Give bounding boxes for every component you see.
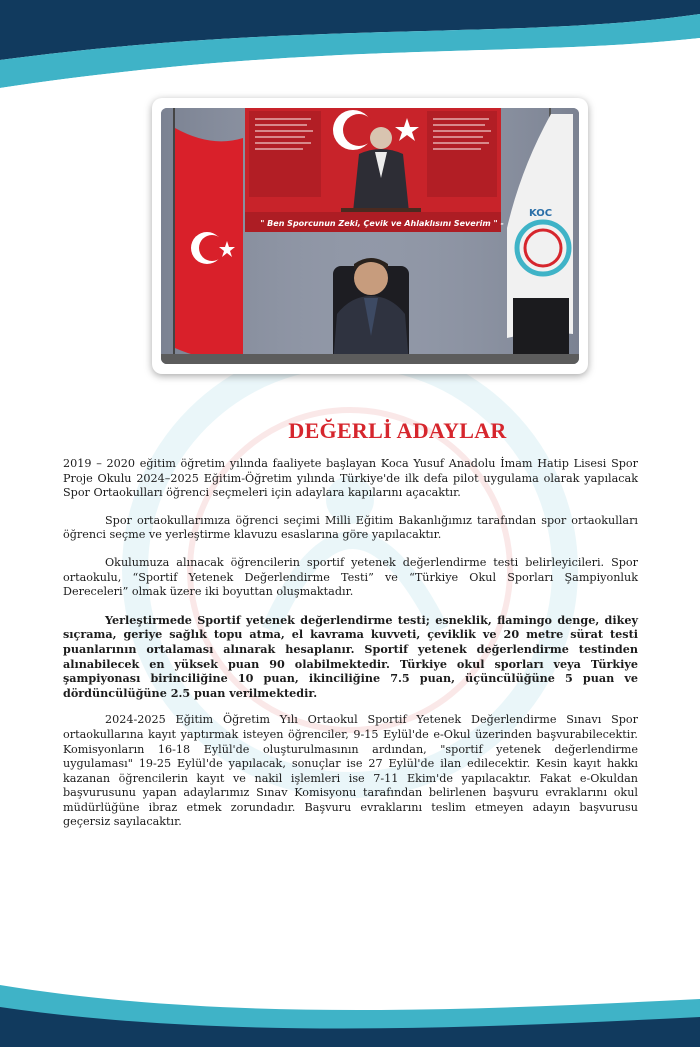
paragraph-schedule: 2024-2025 Eğitim Öğretim Yılı Ortaokul Sportif Yetenek Değerlendirme Sınavı Spor ortaokullarına kayıt yaptırmak isteyen öğrenciler, 9-15 Eylül'de e-Okul üzerinden başvurabilecektir. Komisyonların 16-18 Eylül'de oluşturulmasının ardından, "sportif yetenek değerlendirme uygulaması" 19-25 Eylül'de yapılacak, sonuçlar ise 27 Eylül'de ilan edilecektir. Kesin kayıt hakkı kazanan öğrencilerin kayıt ve nakil işlemleri ise 7-11 Ekim'de yapılacaktır. Fakat e-Okuldan başvurusunu yapan adaylarımız Sınav Komisyonu tarafından belirlenen başvuru evraklarını okul müdürlüğüne ibraz etmek zorundadır. Başvuru evraklarını teslim etmeyen adayın başvurusu geçersiz sayılacaktır. <box>63 713 638 829</box>
banner-quote: " Ben Sporcunun Zeki, Çevik ve Ahlaklısını Severim " - <box>260 219 504 228</box>
page-heading: DEĞERLİ ADAYLAR <box>288 418 507 443</box>
principal-photo <box>161 108 579 364</box>
paragraph-scoring: Yerleştirmede Sportif yetenek değerlendirme testi; esneklik, flamingo denge, dikey sıçrama, geriye sağlık topu atma, el kavrama kuvveti, çeviklik ve 20 metre sürat testi puanlarının ortalaması alınarak hesaplanır. Sportif yetenek değerlendirme testinden alınabilecek en yüksek puan 90 olabilmektedir. Türkiye okul sporları veya Türkiye şampiyonası birinciliğine 10 puan, ikinciliğine 7.5 puan, üçüncülüğüne 5 puan ve dördüncülüğüne 2.5 puan verilmektedir. <box>63 612 638 700</box>
paragraph-intro: 2019 – 2020 eğitim öğretim yılında faaliyete başlayan Koca Yusuf Anadolu İmam Hatip Lisesi Spor Proje Okulu 2024–2025 Eğitim-Öğretim yılında Türkiye'de ilk defa pilot uygulama olarak yapılacak Spor Ortaokulları öğrenci seçmeleri için adaylara kapılarını açacaktır. <box>63 457 638 500</box>
flag-text: KOC <box>529 208 553 219</box>
top-wave-decoration <box>0 0 700 110</box>
principal-photo-frame <box>152 98 588 374</box>
paragraph-test-dimensions: Okulumuza alınacak öğrencilerin sportif yetenek değerlendirme testi belirleyicileri. Spor ortaokulu, “Sportif Yetenek Değerlendirme Testi” ve “Türkiye Okul Sporları Şampiyonluk Dereceleri” olmak üzere iki boyuttan oluşmaktadır. <box>63 555 638 599</box>
paragraph-selection: Spor ortaokullarımıza öğrenci seçimi Milli Eğitim Bakanlığımız tarafından spor ortaokulları öğrenci seçme ve yerleştirme klavuzu esaslarına göre yapılacaktır. <box>63 513 638 542</box>
bottom-wave-decoration <box>0 977 700 1047</box>
body-text <box>63 457 638 843</box>
